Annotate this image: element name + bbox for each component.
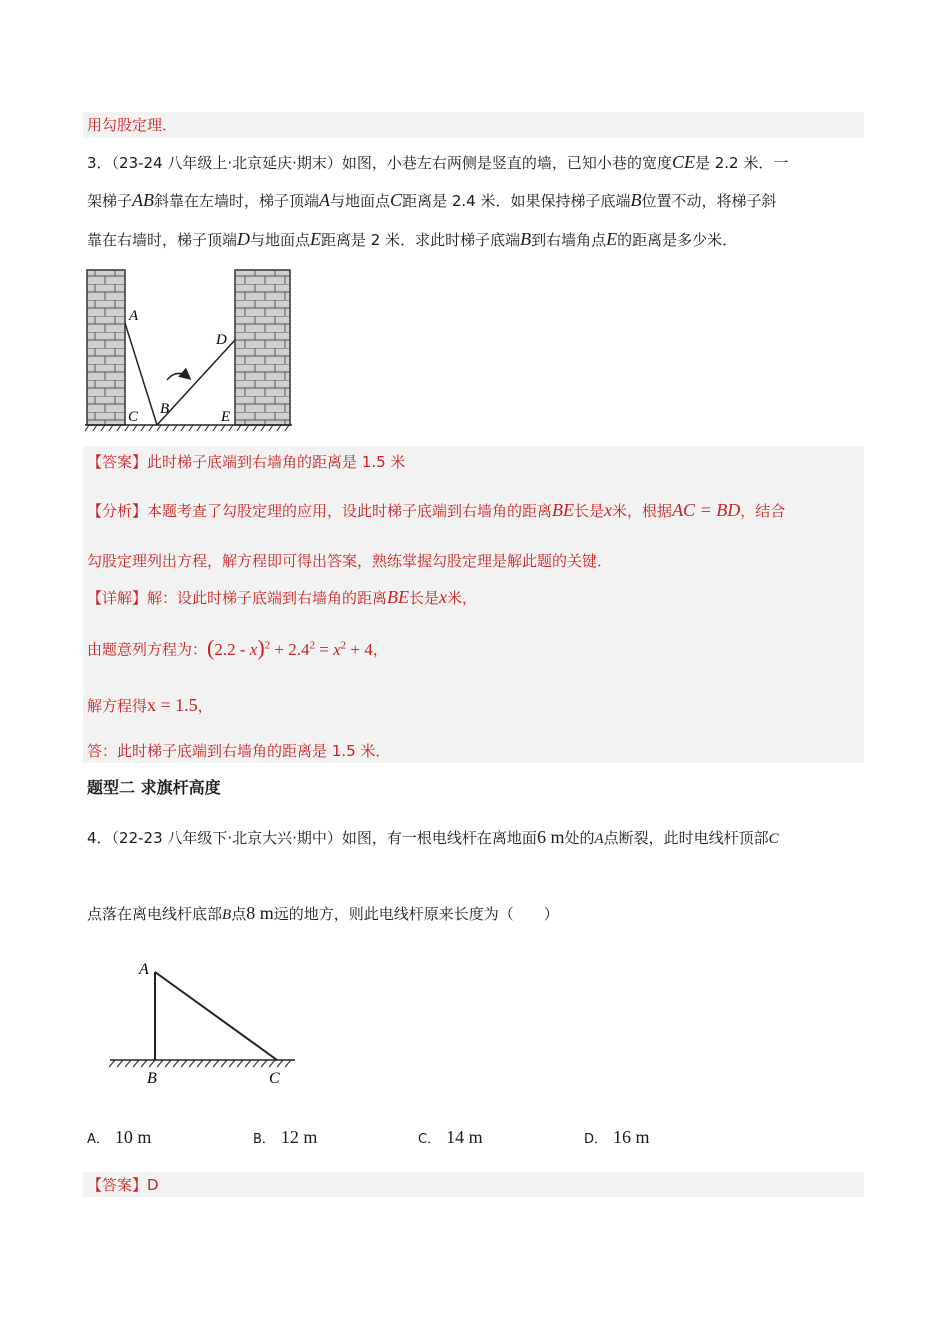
q3-answer: 【答案】此时梯子底端到右墙角的距离是 1.5 米 (87, 453, 406, 471)
answer-box-q4 (83, 1172, 864, 1197)
option-a[interactable]: A． 10 m (87, 1127, 152, 1147)
q4-line-2: 点落在离电线杆底部B点8 m远的地方，则此电线杆原来长度为（ ） (87, 903, 559, 923)
option-b[interactable]: B． 12 m (253, 1127, 318, 1147)
q3-equation-line: 由题意列方程为：$(2.2 - x)^2 + 2.4^2 = x^2 + 4$， (87, 634, 388, 660)
q4-line-1: 4．（22-23 八年级下·北京大兴·期中）如图，有一根电线杆在离地面6 m处的A点断裂，此时电线杆顶部C (87, 827, 779, 847)
right-wall (235, 270, 290, 425)
q3-final-answer: 答：此时梯子底端到右墙角的距离是 1.5 米． (87, 742, 391, 760)
option-d[interactable]: D． 16 m (584, 1127, 650, 1147)
label-B: B (160, 401, 170, 417)
q3-line-2: 架梯子AB斜靠在左墙时，梯子顶端A与地面点C距离是 2.4 米．如果保持梯子底端B位置不动，将梯子斜 (87, 190, 777, 210)
q3-analysis-line-1: 【分析】本题考查了勾股定理的应用，设此时梯子底端到右墙角的距离BE长是x米，根据AC = BD，结合 (87, 500, 786, 520)
q3-detail: 【详解】解：设此时梯子底端到右墙角的距离BE长是x米， (87, 587, 478, 607)
label-C: C (128, 409, 139, 425)
top-note: 用勾股定理． (87, 116, 178, 134)
pole-triangle-figure (105, 958, 305, 1088)
q4-answer: 【答案】D (87, 1176, 159, 1194)
ground-hatching (109, 1060, 291, 1067)
label-C: C (269, 1070, 280, 1087)
equation: $(2.2 - x)^2 + 2.4^2 = x^2 + 4$ (207, 634, 373, 660)
label-A: A (139, 961, 149, 978)
q3-line-1: 3．（23-24 八年级上·北京延庆·期末）如图，小巷左右两侧是竖直的墙，已知小巷的宽度CE是 2.2 米．一 (87, 152, 789, 172)
label-B: B (147, 1070, 157, 1087)
q3-analysis-line-2: 勾股定理列出方程，解方程即可得出答案，熟练掌握勾股定理是解此题的关键． (87, 552, 613, 570)
left-wall (87, 270, 125, 425)
option-c[interactable]: C． 14 m (418, 1127, 483, 1147)
label-E: E (221, 409, 231, 425)
note-box (83, 112, 864, 138)
rotation-arrow (167, 373, 189, 380)
label-A: A (129, 308, 139, 324)
fallen-segment-AC (155, 972, 277, 1060)
alley-ladder-figure (85, 268, 295, 433)
q3-line-3: 靠在右墙时，梯子顶端D与地面点E距离是 2 米．求此时梯子底端B到右墙角点E的距离是多少米． (87, 229, 738, 249)
section-heading: 题型二 求旗杆高度 (87, 778, 221, 797)
label-D: D (216, 332, 227, 348)
ground-hatching (85, 425, 289, 431)
q3-solve-line: 解方程得x = 1.5， (87, 695, 213, 715)
